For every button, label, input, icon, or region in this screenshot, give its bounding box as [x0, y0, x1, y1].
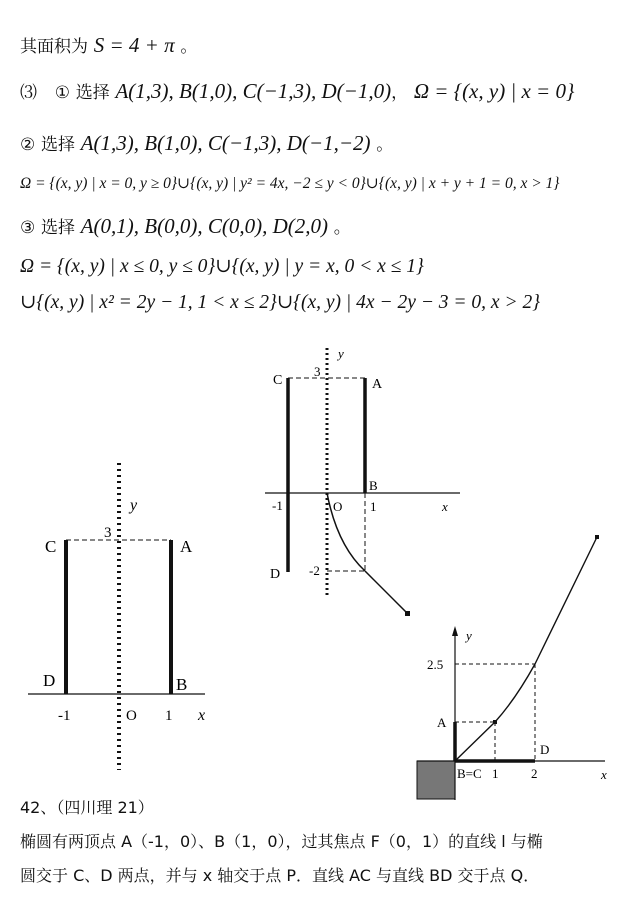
fig2-tick-3: 3	[314, 364, 321, 379]
case1-marker: ①	[54, 83, 70, 103]
problem-heading: 42、（四川理 21）	[20, 798, 154, 817]
fig3-label-b-equals-c: B=C	[457, 766, 482, 781]
fig2-ray-end-marker	[405, 611, 410, 616]
fig3-tick-1: 1	[492, 766, 499, 781]
case1-select-label: 选择	[75, 83, 110, 103]
case3-marker: ③	[20, 218, 36, 238]
fig2-origin-o: O	[333, 499, 343, 514]
case3-end: 。	[333, 218, 351, 238]
fig1-label-a: A	[180, 537, 193, 556]
fig2-label-a: A	[372, 377, 383, 392]
case3-omega-part2: ∪{(x, y) | x² = 2y − 1, 1 < x ≤ 2}∪{(x, y) | 4x − 2y − 3 = 0, x > 2}	[20, 292, 541, 313]
fig1-label-b: B	[176, 675, 188, 694]
fig2-label-y: y	[338, 346, 344, 361]
area-prefix: 其面积为	[20, 37, 88, 57]
case3-select-label: 选择	[40, 218, 75, 238]
fig3-tick-2: 2	[531, 766, 538, 781]
case2-points: A(1,3), B(1,0), C(−1,3), D(−1,−2)	[80, 131, 371, 155]
fig3-label-x: x	[601, 767, 607, 782]
fig3-label-a: A	[437, 715, 447, 730]
fig3-label-d: D	[540, 742, 550, 757]
figure-3	[417, 535, 607, 800]
fig3-parabola-arc	[495, 664, 535, 722]
fig3-shaded-quadrant	[417, 761, 455, 799]
figure-1	[28, 463, 205, 770]
fig3-line-y-equals-x	[455, 722, 495, 761]
fig1-tick-3: 3	[104, 525, 112, 541]
fig2-tick-1: 1	[370, 499, 377, 514]
fig3-y-arrow	[452, 626, 458, 636]
figure-2	[265, 346, 460, 616]
fig1-label-d: D	[43, 671, 56, 690]
fig1-label-x: x	[198, 707, 206, 724]
fig3-ray-line	[535, 537, 597, 664]
case1-separator: ，	[391, 83, 409, 103]
fig2-ray-line	[365, 571, 408, 614]
case2-marker: ②	[20, 135, 36, 155]
fig3-ray-end-marker	[595, 535, 599, 539]
fig1-tick-1: 1	[165, 708, 173, 724]
fig3-tick-2-5: 2.5	[427, 657, 444, 672]
case2-select-label: 选择	[40, 135, 75, 155]
fig2-tick-neg1: -1	[272, 498, 283, 513]
fig1-tick-neg1: -1	[58, 708, 71, 724]
fig1-label-c: C	[45, 537, 57, 556]
fig3-label-y: y	[466, 628, 472, 643]
case2-omega: Ω = {(x, y) | x = 0, y ≥ 0}∪{(x, y) | y² = 4x, −2 ≤ y < 0}∪{(x, y) | x + y + 1 = 0, x > 1}	[20, 175, 560, 192]
case3-points: A(0,1), B(0,0), C(0,0), D(2,0)	[80, 214, 328, 238]
problem-text-line2: 圆交于 C、D 两点，并与 x 轴交于点 P．直线 AC 与直线 BD 交于点 Q．	[20, 866, 540, 885]
part3-number: ⑶	[20, 83, 37, 103]
case1-omega: Ω = {(x, y) | x = 0}	[413, 79, 575, 103]
area-formula: S = 4 + π	[93, 33, 175, 57]
case1-points: A(1,3), B(1,0), C(−1,3), D(−1,0)	[115, 79, 392, 103]
problem-text-line1: 椭圆有两顶点 A（-1，0）、B（1，0），过其焦点 F（0，1）的直线 l 与椭	[20, 832, 543, 851]
fig1-label-y: y	[130, 497, 138, 514]
fig3-point-marker	[493, 720, 497, 724]
case2-end: 。	[376, 135, 394, 155]
fig2-label-d: D	[270, 567, 281, 582]
fig2-label-x: x	[442, 499, 448, 514]
fig2-label-c: C	[273, 373, 283, 388]
case3-omega-part1: Ω = {(x, y) | x ≤ 0, y ≤ 0}∪{(x, y) | y = x, 0 < x ≤ 1}	[20, 256, 424, 277]
fig2-label-b: B	[369, 478, 378, 493]
area-end: 。	[180, 37, 198, 57]
fig2-tick-neg2: -2	[309, 563, 320, 578]
fig1-origin-o: O	[126, 708, 137, 724]
